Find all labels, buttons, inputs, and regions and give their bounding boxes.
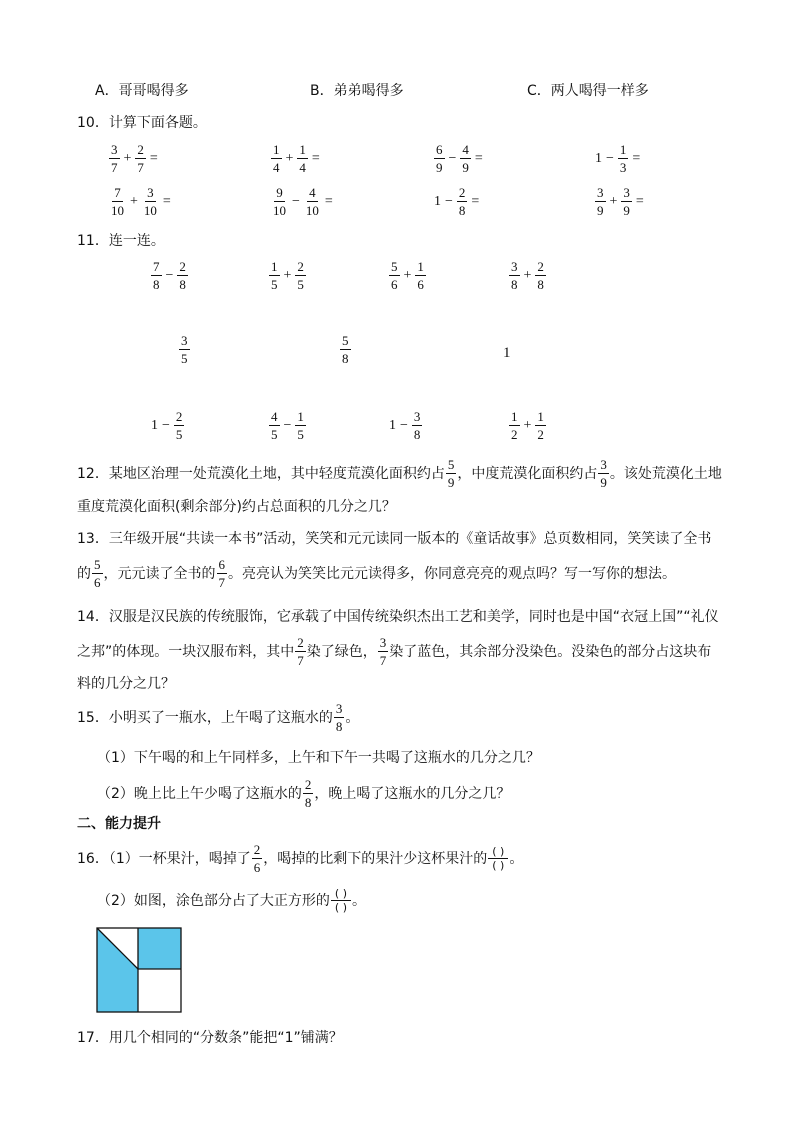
fraction: $\frac{3}{5}$ xyxy=(181,333,188,366)
whole-number: 1 xyxy=(389,417,396,433)
fraction: $\frac{1}{2}$ xyxy=(511,409,518,442)
q10-expression xyxy=(594,143,641,174)
operator: + xyxy=(523,417,532,433)
operator: + xyxy=(283,267,292,283)
operator: + xyxy=(609,193,618,209)
fraction: $\frac{2}{8}$ xyxy=(458,185,466,218)
q10-expression xyxy=(433,143,484,174)
operator: + xyxy=(123,150,132,166)
q11-bottom-expression xyxy=(388,410,423,441)
operator: − xyxy=(448,150,457,166)
fraction: $\frac{1}{4}$ xyxy=(273,142,280,175)
q14-text-2: 染了绿色， xyxy=(306,643,377,660)
q10-expression xyxy=(270,186,334,217)
whole-number: 1 xyxy=(595,150,602,166)
q13-text-2: ，元元读了全书的 xyxy=(103,565,216,582)
whole-number: 1 xyxy=(151,417,158,433)
fraction: $\frac{1}{5}$ xyxy=(297,409,304,442)
q12-text-1: 12．某地区治理一处荒漠化土地，其中轻度荒漠化面积约占 xyxy=(77,465,445,482)
q15-sub1: （1）下午喝的和上午同样多，上午和下午一共喝了这瓶水的几分之几？ xyxy=(97,750,540,766)
fraction: $\frac{3}{9}$ xyxy=(623,185,630,218)
fraction: $\frac{6}{9}$ xyxy=(436,142,443,175)
q13-text-3: 。亮亮认为笑笑比元元读得多，你同意亮亮的观点吗？写一写你的想法。 xyxy=(228,565,676,582)
operator: − xyxy=(283,417,292,433)
q13-line2 xyxy=(77,558,676,589)
equals-sign: = xyxy=(471,193,480,209)
equals-sign: = xyxy=(149,150,158,166)
q10-expression xyxy=(594,186,645,217)
q11-top-expression xyxy=(150,260,189,291)
shaded-top-right-square xyxy=(138,928,181,969)
operator: − xyxy=(292,193,300,209)
q11-top-expression xyxy=(388,260,427,291)
operator: − xyxy=(606,150,614,166)
fraction: $\frac{3}{10}$ xyxy=(143,185,157,218)
q16-part2 xyxy=(97,888,366,913)
q10-expression xyxy=(108,143,159,174)
operator: + xyxy=(130,193,138,209)
q14-fraction-2: $\frac{3}{7}$ xyxy=(379,635,387,668)
q10-expression xyxy=(108,186,172,217)
q16-part2-answer-blank[interactable]: ( ) ( ) xyxy=(331,888,351,913)
q15-fraction-1: $\frac{3}{8}$ xyxy=(335,701,343,734)
q12-line2: 重度荒漠化面积(剩余部分)约占总面积的几分之几？ xyxy=(77,499,396,515)
operator: − xyxy=(162,417,170,433)
fraction: $\frac{3}{7}$ xyxy=(111,142,118,175)
q13-line1: 13．三年级开展“共读一本书”活动，笑笑和元元读同一版本的《童话故事》总页数相同，笑笑读了全书 xyxy=(77,531,712,547)
equals-sign: = xyxy=(162,193,171,209)
fraction: $\frac{7}{8}$ xyxy=(153,259,160,292)
operator: − xyxy=(445,193,453,209)
whole-number: 1 xyxy=(434,193,441,209)
q15-sub2-text-1: （2）晚上比上午少喝了这瓶水的 xyxy=(97,785,302,802)
q11-top-expression xyxy=(268,260,307,291)
fraction: $\frac{2}{8}$ xyxy=(537,259,544,292)
equals-sign: = xyxy=(324,193,333,209)
operator: + xyxy=(403,267,412,283)
q11-middle-one: 1 xyxy=(503,345,511,361)
fraction: $\frac{3}{8}$ xyxy=(413,409,421,442)
operator: − xyxy=(400,417,408,433)
equals-sign: = xyxy=(632,150,641,166)
q11-middle-fraction xyxy=(178,334,191,365)
fraction: $\frac{5}{8}$ xyxy=(342,333,349,366)
fraction: $\frac{2}{5}$ xyxy=(297,259,304,292)
equals-sign: = xyxy=(474,150,483,166)
q12-line1 xyxy=(77,458,722,489)
option-c: C．两人喝得一样多 xyxy=(527,83,649,99)
q12-text-3: 。该处荒漠化土地 xyxy=(609,465,722,482)
q15-line1 xyxy=(77,702,359,733)
q13-fraction-1: $\frac{5}{6}$ xyxy=(94,557,101,590)
q11-bottom-expression xyxy=(268,410,307,441)
q16-part2-text-2: 。 xyxy=(352,892,366,909)
shaded-left-region xyxy=(97,928,138,1012)
operator: + xyxy=(523,267,532,283)
fraction: $\frac{7}{10}$ xyxy=(111,185,124,218)
q13-text-1: 的 xyxy=(77,565,91,582)
fraction: $\frac{9}{10}$ xyxy=(273,185,286,218)
q12-fraction-1: $\frac{5}{9}$ xyxy=(447,457,455,490)
q16-part1 xyxy=(77,843,523,874)
q11-top-expression xyxy=(508,260,547,291)
q16-part1-fraction: $\frac{2}{6}$ xyxy=(253,842,261,875)
q14-line2 xyxy=(77,636,711,667)
q10-title: 10．计算下面各题。 xyxy=(77,115,207,131)
q11-bottom-expression xyxy=(150,410,185,441)
fraction: $\frac{4}{9}$ xyxy=(462,142,469,175)
option-b: B．弟弟喝得多 xyxy=(310,83,404,99)
q17-text: 17．用几个相同的“分数条”能把“1”铺满？ xyxy=(77,1030,343,1046)
q16-part1-text-2: ，喝掉的比剩下的果汁少这杯果汁的 xyxy=(263,850,488,867)
q14-line3: 料的几分之几？ xyxy=(77,676,175,692)
q14-text-1: 之邦”的体现。一块汉服布料，其中 xyxy=(77,643,295,660)
fraction: $\frac{2}{5}$ xyxy=(175,409,183,442)
fraction: $\frac{5}{6}$ xyxy=(391,259,398,292)
q16-part1-text-1: 16．（1）一杯果汁，喝掉了 xyxy=(77,850,251,867)
fraction: $\frac{2}{8}$ xyxy=(179,259,186,292)
fraction: $\frac{2}{7}$ xyxy=(137,142,144,175)
q15-sub2-text-2: ，晚上喝了这瓶水的几分之几？ xyxy=(314,785,511,802)
q13-fraction-2: $\frac{6}{7}$ xyxy=(218,557,225,590)
operator: + xyxy=(285,150,294,166)
option-a: A．哥哥喝得多 xyxy=(95,83,189,99)
q11-title: 11．连一连。 xyxy=(77,233,165,249)
q14-text-3: 染了蓝色，其余部分没染色。没染色的部分占这块布 xyxy=(389,643,712,660)
q16-part1-answer-blank[interactable]: ( ) ( ) xyxy=(488,846,508,871)
fraction: $\frac{4}{10}$ xyxy=(305,185,319,218)
equals-sign: = xyxy=(635,193,644,209)
q11-middle-fraction xyxy=(339,334,352,365)
q16-part2-text-1: （2）如图，涂色部分占了大正方形的 xyxy=(97,892,330,909)
fraction: $\frac{1}{5}$ xyxy=(271,259,278,292)
q12-fraction-2: $\frac{3}{9}$ xyxy=(600,457,607,490)
q14-line1: 14．汉服是汉民族的传统服饰，它承载了中国传统染织杰出工艺和美学，同时也是中国“衣冠上国”“礼仪 xyxy=(77,609,719,625)
fraction: $\frac{4}{5}$ xyxy=(271,409,278,442)
fraction: $\frac{3}{8}$ xyxy=(511,259,518,292)
q15-sub2-fraction: $\frac{2}{8}$ xyxy=(304,777,312,810)
fraction: $\frac{1}{4}$ xyxy=(299,142,306,175)
q14-fraction-1: $\frac{2}{7}$ xyxy=(297,635,304,668)
equals-sign: = xyxy=(311,150,320,166)
q15-text-1: 15．小明买了一瓶水，上午喝了这瓶水的 xyxy=(77,709,333,726)
fraction: $\frac{1}{6}$ xyxy=(417,259,424,292)
q12-text-2: ，中度荒漠化面积约占 xyxy=(457,465,598,482)
shaded-square-diagram xyxy=(96,927,182,1013)
operator: − xyxy=(165,267,174,283)
q15-text-2: 。 xyxy=(345,709,360,726)
fraction: $\frac{1}{2}$ xyxy=(537,409,544,442)
section-heading: 二、能力提升 xyxy=(77,816,161,832)
q10-expression xyxy=(433,186,480,217)
q16-part1-text-3: 。 xyxy=(509,850,524,867)
q15-sub2 xyxy=(97,778,510,809)
q10-expression xyxy=(270,143,321,174)
q11-bottom-expression xyxy=(508,410,547,441)
fraction: $\frac{1}{3}$ xyxy=(619,142,627,175)
fraction: $\frac{3}{9}$ xyxy=(597,185,604,218)
